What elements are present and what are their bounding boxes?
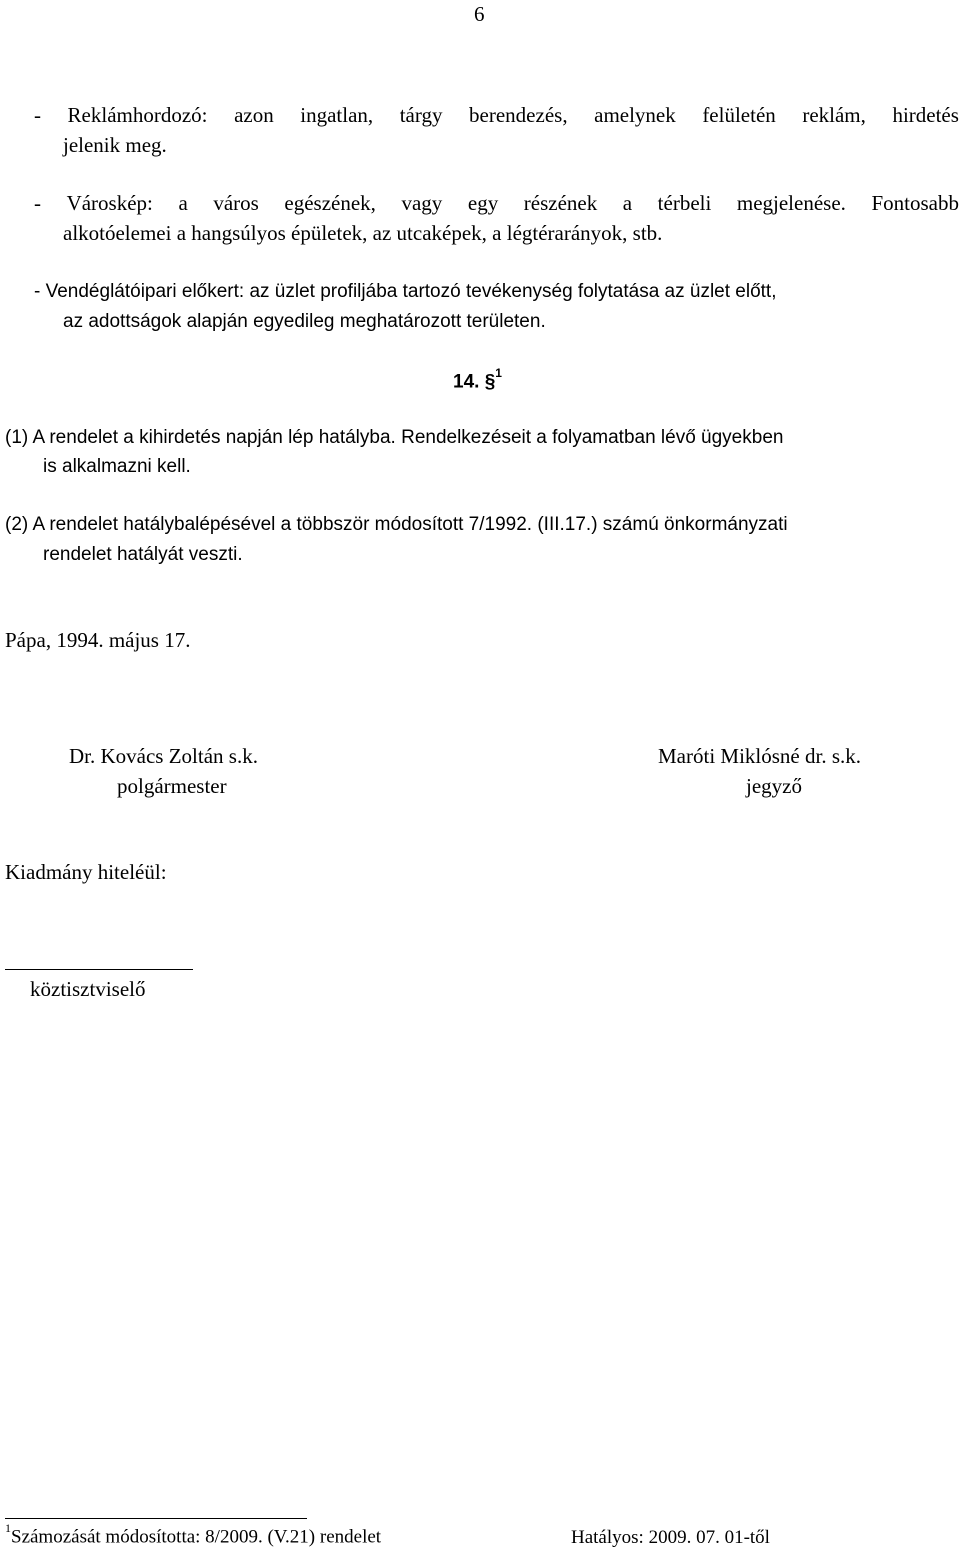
varoskep-word: megjelenése.	[736, 191, 846, 215]
reklamhordozo-word: tárgy	[399, 103, 443, 127]
reklamhordozo-word: reklám,	[802, 103, 866, 127]
reklamhordozo-word: felületén	[702, 103, 776, 127]
signature-notary-title: jegyző	[746, 774, 802, 798]
certification-role: köztisztviselő	[30, 977, 146, 1001]
varoskep-word: térbeli	[657, 191, 712, 215]
varoskep-word: Fontosabb	[871, 191, 959, 215]
varoskep-word: Városkép:	[66, 191, 153, 215]
certification-label: Kiadmány hiteléül:	[5, 860, 167, 884]
signature-notary-name: Maróti Miklósné dr. s.k.	[658, 744, 861, 768]
footnote-reference: 1	[495, 366, 502, 380]
reklamhordozo-word: amelynek	[594, 103, 676, 127]
varoskep-word: részének	[523, 191, 598, 215]
varoskep-word: a	[622, 191, 633, 215]
paragraph-2-line2: rendelet hatályát veszti.	[43, 544, 243, 565]
footnote	[5, 1521, 382, 1548]
signature-mayor-title: polgármester	[117, 774, 227, 798]
certification-signature-line	[5, 969, 193, 970]
reklamhordozo-word: berendezés,	[469, 103, 568, 127]
varoskep-word: egészének,	[284, 191, 376, 215]
paragraph-1-line1: (1) A rendelet a kihirdetés napján lép hatályba. Rendelkezéseit a folyamatban lévő ügyekben	[5, 427, 784, 448]
footnote-marker: 1	[5, 1521, 11, 1535]
reklamhordozo-word: ingatlan,	[300, 103, 374, 127]
varoskep-word: város	[213, 191, 259, 215]
reklamhordozo-word: -	[34, 103, 41, 127]
definition-varoskep-line1	[34, 193, 959, 214]
reklamhordozo-word: hirdetés	[892, 103, 959, 127]
signature-mayor-name: Dr. Kovács Zoltán s.k.	[69, 744, 258, 768]
paragraph-2-line1: (2) A rendelet hatálybalépésével a többször módosított 7/1992. (III.17.) számú önkormányzati	[5, 514, 788, 535]
section-number: 14.	[453, 371, 480, 393]
definition-varoskep-line2: alkotóelemei a hangsúlyos épületek, az utcaképek, a légtérarányok, stb.	[63, 221, 663, 245]
footnote-text: Számozását módosította: 8/2009. (V.21) rendelet	[11, 1526, 382, 1548]
reklamhordozo-word: Reklámhordozó:	[67, 103, 208, 127]
varoskep-word: vagy	[401, 191, 443, 215]
definition-vendeglatoipari-line2: az adottságok alapján egyedileg meghatározott területen.	[63, 311, 546, 332]
varoskep-word: egy	[467, 191, 499, 215]
paragraph-1-line2: is alkalmazni kell.	[43, 456, 191, 477]
reklamhordozo-word: azon	[234, 103, 274, 127]
footnote-effective: Hatályos: 2009. 07. 01-től	[571, 1527, 770, 1548]
section-heading	[453, 366, 502, 393]
varoskep-word: a	[178, 191, 188, 215]
place-date: Pápa, 1994. május 17.	[5, 628, 191, 652]
definition-reklamhordozo-line2: jelenik meg.	[63, 133, 167, 157]
page-number: 6	[474, 2, 485, 26]
varoskep-word: -	[34, 191, 41, 215]
footnote-separator	[5, 1518, 307, 1519]
definition-reklamhordozo-line1	[34, 105, 959, 126]
section-symbol: §	[484, 371, 496, 393]
definition-vendeglatoipari-line1: - Vendéglátóipari előkert: az üzlet profiljába tartozó tevékenység folytatása az üzlet előtt,	[34, 281, 777, 302]
